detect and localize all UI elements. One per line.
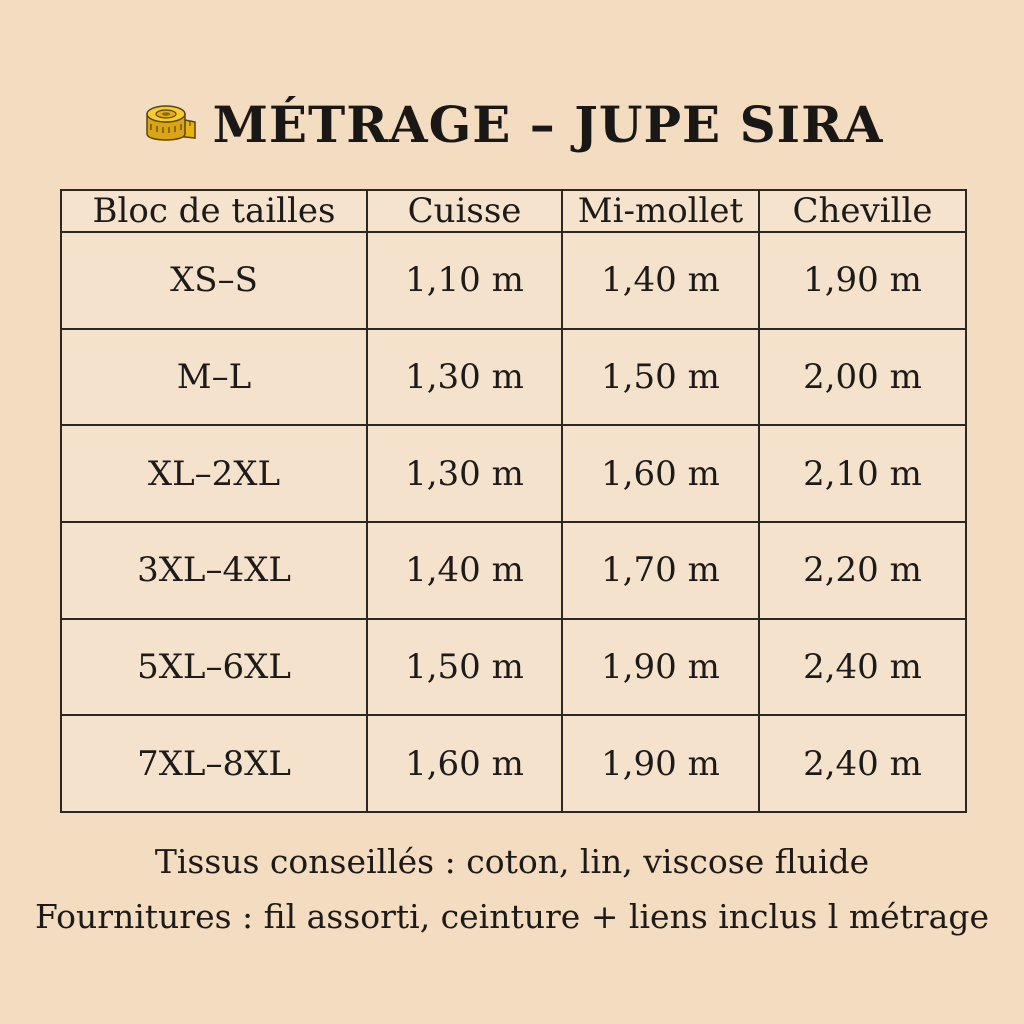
- thigh-cell: 1,40 m: [367, 522, 562, 619]
- ankle-cell: 1,90 m: [759, 232, 966, 329]
- size-cell: XS–S: [61, 232, 367, 329]
- table-row: [61, 522, 966, 619]
- header-ankle: Cheville: [759, 190, 966, 232]
- title-text: MÉTRAGE – JUPE SIRA: [212, 94, 884, 154]
- size-cell: 3XL–4XL: [61, 522, 367, 619]
- header-thigh: Cuisse: [367, 190, 562, 232]
- ankle-cell: 2,10 m: [759, 425, 966, 522]
- table-row: [61, 425, 966, 522]
- thigh-cell: 1,50 m: [367, 619, 562, 716]
- mid-calf-cell: 1,70 m: [562, 522, 759, 619]
- header-mid-calf: Mi-mollet: [562, 190, 759, 232]
- mid-calf-cell: 1,90 m: [562, 619, 759, 716]
- recommended-fabrics-note: Tissus conseillés : coton, lin, viscose fluide: [154, 842, 870, 881]
- table-header-row: [61, 190, 966, 232]
- table-row: [61, 232, 966, 329]
- ankle-cell: 2,00 m: [759, 329, 966, 426]
- mid-calf-cell: 1,50 m: [562, 329, 759, 426]
- table-row: [61, 619, 966, 716]
- thigh-cell: 1,30 m: [367, 329, 562, 426]
- ankle-cell: 2,20 m: [759, 522, 966, 619]
- size-cell: 5XL–6XL: [61, 619, 367, 716]
- yardage-table-container: [60, 189, 965, 813]
- page-title: [0, 88, 1024, 160]
- ankle-cell: 2,40 m: [759, 715, 966, 812]
- mid-calf-cell: 1,60 m: [562, 425, 759, 522]
- yardage-table: [60, 189, 967, 813]
- mid-calf-cell: 1,90 m: [562, 715, 759, 812]
- size-cell: 7XL–8XL: [61, 715, 367, 812]
- supplies-note: Fournitures : fil assorti, ceinture + liens inclus l métrage: [34, 897, 990, 936]
- measuring-tape-icon: [141, 100, 199, 148]
- thigh-cell: 1,10 m: [367, 232, 562, 329]
- table-row: [61, 329, 966, 426]
- table-row: [61, 715, 966, 812]
- header-size-block: Bloc de tailles: [61, 190, 367, 232]
- ankle-cell: 2,40 m: [759, 619, 966, 716]
- mid-calf-cell: 1,40 m: [562, 232, 759, 329]
- size-cell: M–L: [61, 329, 367, 426]
- size-cell: XL–2XL: [61, 425, 367, 522]
- thigh-cell: 1,30 m: [367, 425, 562, 522]
- thigh-cell: 1,60 m: [367, 715, 562, 812]
